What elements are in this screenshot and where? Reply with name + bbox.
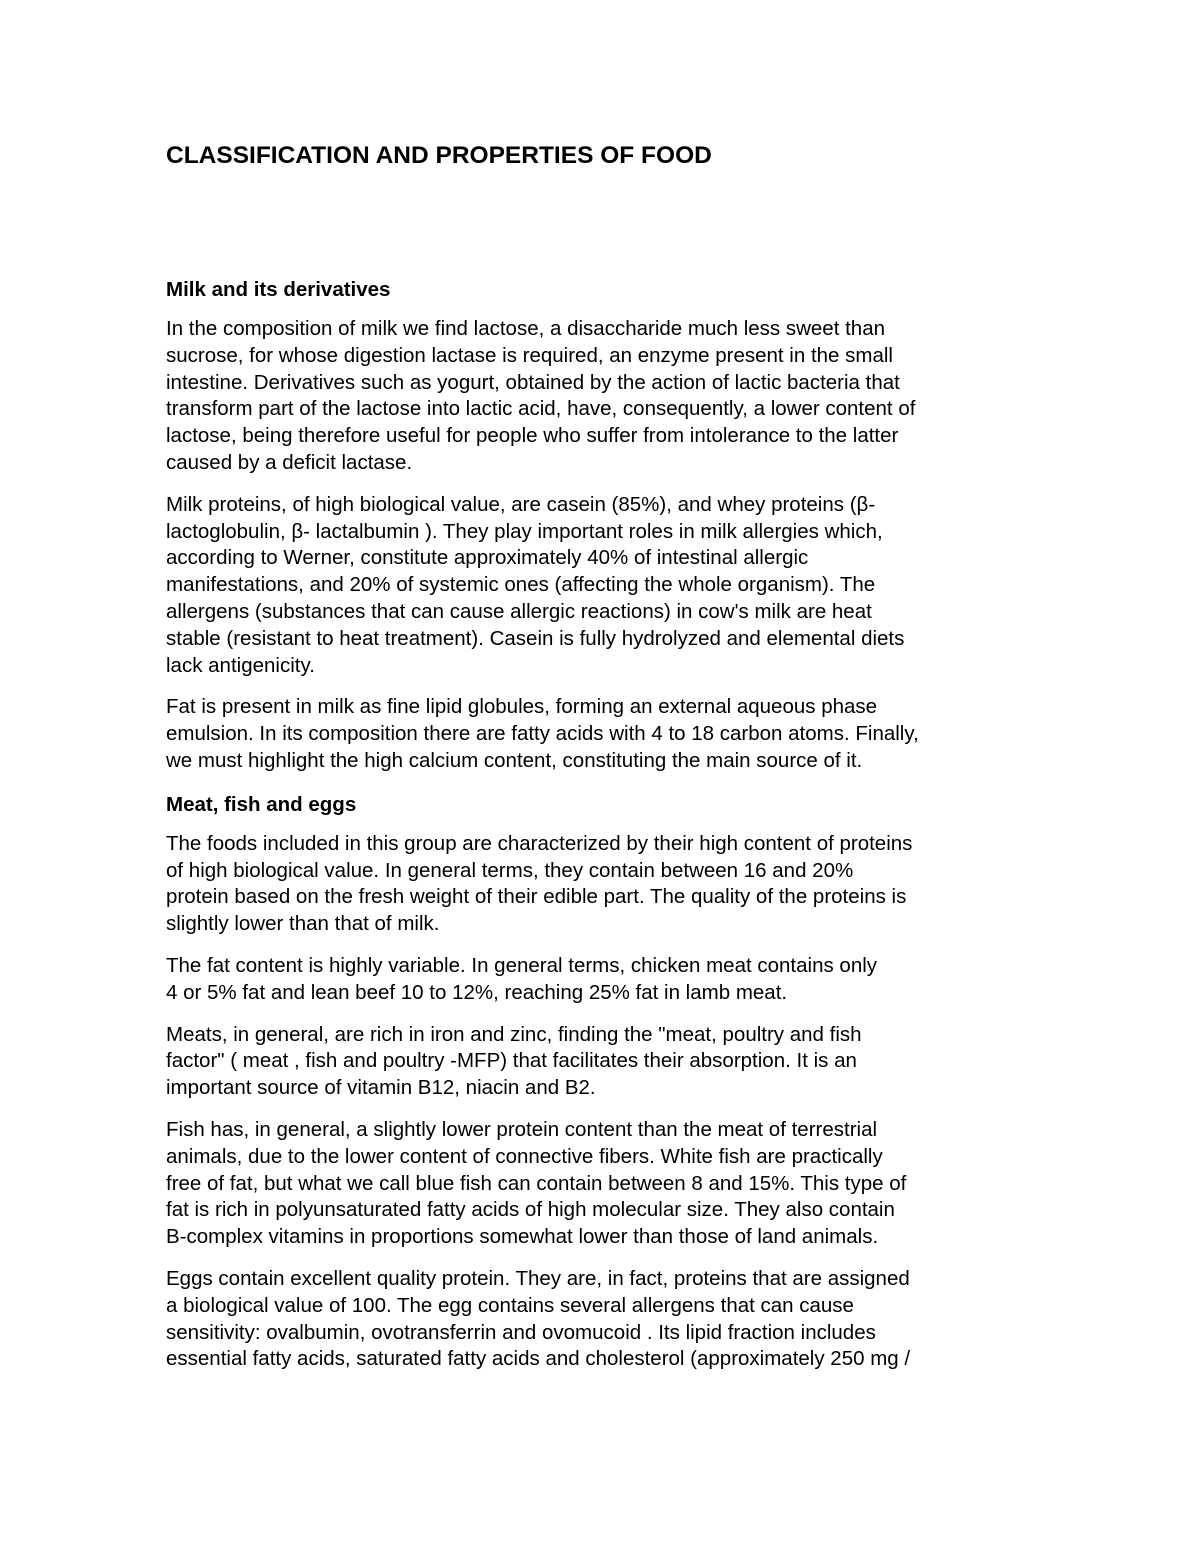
paragraph-line: B-complex vitamins in proportions somewhat lower than those of land animals.: [166, 1225, 879, 1249]
paragraph-line: lack antigenicity.: [166, 653, 315, 677]
section-heading: Milk and its derivatives: [166, 278, 391, 301]
paragraph-line: animals, due to the lower content of connective fibers. White fish are practically: [166, 1144, 883, 1168]
paragraph-line: according to Werner, constitute approximately 40% of intestinal allergic: [166, 546, 809, 570]
paragraph-line: fat is rich in polyunsaturated fatty acids of high molecular size. They also contain: [166, 1198, 895, 1222]
paragraph-line: emulsion. In its composition there are fatty acids with 4 to 18 carbon atoms. Finally,: [166, 722, 919, 746]
paragraph-line: 4 or 5% fat and lean beef 10 to 12%, reaching 25% fat in lamb meat.: [166, 980, 788, 1004]
paragraph-line: lactoglobulin, β- lactalbumin ). They play important roles in milk allergies which,: [166, 519, 883, 543]
paragraph-line: Eggs contain excellent quality protein. They are, in fact, proteins that are assigned: [166, 1266, 910, 1290]
paragraph-line: of high biological value. In general terms, they contain between 16 and 20%: [166, 858, 854, 882]
paragraph-line: essential fatty acids, saturated fatty acids and cholesterol (approximately 250 mg /: [166, 1347, 911, 1371]
section-heading: Meat, fish and eggs: [166, 792, 357, 816]
paragraph-line: a biological value of 100. The egg contains several allergens that can cause: [166, 1293, 854, 1317]
paragraph-line: transform part of the lactose into lactic acid, have, consequently, a lower content of: [166, 397, 916, 421]
paragraph-line: In the composition of milk we find lactose, a disaccharide much less sweet than: [166, 317, 885, 340]
body-paragraph: [166, 492, 1046, 680]
paragraph-line: Fish has, in general, a slightly lower protein content than the meat of terrestrial: [166, 1117, 878, 1141]
paragraph-line: caused by a deficit lactase.: [166, 450, 413, 474]
paragraph-line: Meats, in general, are rich in iron and zinc, finding the "meat, poultry and fish: [166, 1022, 862, 1046]
body-paragraph: [166, 1266, 1046, 1373]
paragraph-line: protein based on the fresh weight of their edible part. The quality of the proteins is: [166, 885, 907, 909]
paragraph-line: free of fat, but what we call blue fish can contain between 8 and 15%. This type of: [166, 1171, 907, 1195]
paragraph-line: allergens (substances that can cause allergic reactions) in cow's milk are heat: [166, 599, 872, 623]
document-body: [166, 276, 1046, 1373]
paragraph-line: factor" ( meat , fish and poultry -MFP) that facilitates their absorption. It is an: [166, 1049, 857, 1073]
paragraph-line: The foods included in this group are characterized by their high content of proteins: [166, 831, 913, 855]
body-paragraph: [166, 316, 1046, 477]
paragraph-line: important source of vitamin B12, niacin and B2.: [166, 1076, 596, 1100]
body-paragraph: [166, 831, 1046, 938]
paragraph-line: slightly lower than that of milk.: [166, 912, 440, 936]
paragraph-line: we must highlight the high calcium content, constituting the main source of it.: [166, 748, 863, 772]
body-paragraph: [166, 694, 1046, 774]
paragraph-line: manifestations, and 20% of systemic ones (affecting the whole organism). The: [166, 573, 876, 597]
paragraph-line: stable (resistant to heat treatment). Casein is fully hydrolyzed and elemental diets: [166, 626, 905, 650]
document-title: CLASSIFICATION AND PROPERTIES OF FOOD: [166, 142, 712, 169]
paragraph-line: The fat content is highly variable. In general terms, chicken meat contains only: [166, 953, 878, 977]
document-page: [166, 138, 1046, 1373]
body-paragraph: [166, 953, 1046, 1007]
paragraph-line: Fat is present in milk as fine lipid globules, forming an external aqueous phase: [166, 695, 878, 719]
paragraph-line: Milk proteins, of high biological value, are casein (85%), and whey proteins (β-: [166, 492, 876, 516]
paragraph-line: sucrose, for whose digestion lactase is required, an enzyme present in the small: [166, 343, 893, 367]
paragraph-line: lactose, being therefore useful for people who suffer from intolerance to the latter: [166, 424, 899, 448]
paragraph-line: sensitivity: ovalbumin, ovotransferrin and ovomucoid . Its lipid fraction includes: [166, 1320, 876, 1344]
paragraph-line: intestine. Derivatives such as yogurt, obtained by the action of lactic bacteria that: [166, 370, 900, 394]
body-paragraph: [166, 1022, 1046, 1102]
body-paragraph: [166, 1117, 1046, 1251]
